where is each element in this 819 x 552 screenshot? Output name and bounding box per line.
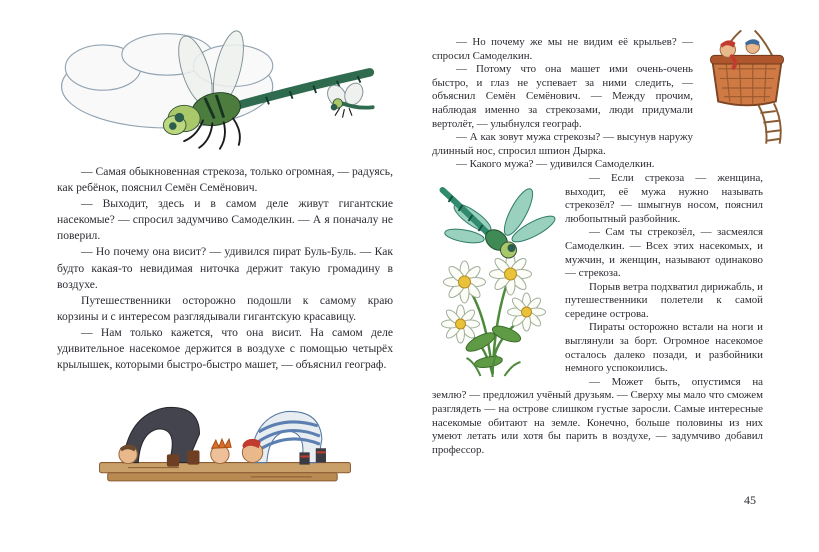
right-page [432, 36, 763, 457]
paragraph: — Сам ты стрекозёл, — засмеялся Самоделкин. — Всех этих насекомых, и мужчин, и женщин, называют одинаково — стрекоза. [565, 226, 763, 280]
paragraph: — Нам только кажется, что она висит. На самом деле удивительное насекомое держится в воздухе с помощью четырёх крылышек, которыми быстро-быстро машет, — объяснил географ. [57, 325, 393, 372]
paragraph: — Какого мужа? — удивился Самоделкин. [456, 158, 655, 171]
dragonfly-on-daisies-icon [428, 174, 558, 379]
small-dragonfly-icon [324, 80, 373, 117]
paragraph: — Но почему она висит? — удивился пират Буль-Буль. — Как будто какая-то невидимая ниточка держит такую громадину в воздухе. [57, 245, 393, 291]
paragraph: Путешественники осторожно подошли к самому краю корзины и с интересом разглядывали гигантскую красавицу. [57, 293, 393, 323]
left-page [57, 0, 393, 485]
paragraph: — Может быть, опустимся на землю? — предложил учёный друзьям. — Сверху мы мало что сможем разглядеть — на острове слишком густые заросли. Самые интересные насекомые обитают на земле. Конечно, больше половины из них умеют летать или хотя бы парить в воздухе, — задумчиво добавил профессор. [432, 375, 763, 456]
paragraph: — А как зовут мужа стрекозы? — высунув наружу длинный нос, спросил шпион Дырка. [432, 131, 693, 157]
pirates-bending-illustration [96, 383, 354, 485]
paragraph: Пираты осторожно встали на ноги и выглянули за борт. Огромное насекомое осталось далеко позади, и разбойники немного успокоились. [565, 321, 763, 375]
paragraph: — Если стрекоза — женщина, выходит, её мужа нужно называть стрекозёл? — шмыгнув носом, пояснил любопытный разбойник. [565, 171, 763, 225]
paragraph: — Но почему же мы не видим её крыльев? — спросил Самоделкин. [432, 36, 693, 62]
pirates-bending-over-icon [96, 383, 354, 485]
paragraph: — Выходит, здесь и в самом деле живут гигантские насекомые? — спросил задумчиво Самоделкин. — А я поначалу не поверил. [57, 197, 393, 243]
giant-dragonfly-and-cloud-icon [43, 28, 395, 160]
paragraph: — Потому что она машет ими очень-очень быстро, и глаз не успевает за ними следить, — объяснил Семён Семёнович. — Между прочим, наблюдая именно за стрекозами, люди придумали вертолёт, — улыбнулся географ. [432, 63, 693, 130]
giant-dragonfly-illustration [43, 28, 395, 160]
paragraph: Порыв ветра подхватил дирижабль, и путешественники полетели к самой середине острова. [565, 280, 763, 320]
dragonfly-on-daisies-illustration [428, 174, 558, 379]
paragraph: — Самая обыкновенная стрекоза, только огромная, — радуясь, как ребёнок, пояснил Семён Семёнович. [57, 165, 393, 195]
balloon-basket-icon [699, 30, 795, 146]
page-number: 45 [744, 493, 756, 507]
balloon-basket-illustration [699, 30, 795, 146]
